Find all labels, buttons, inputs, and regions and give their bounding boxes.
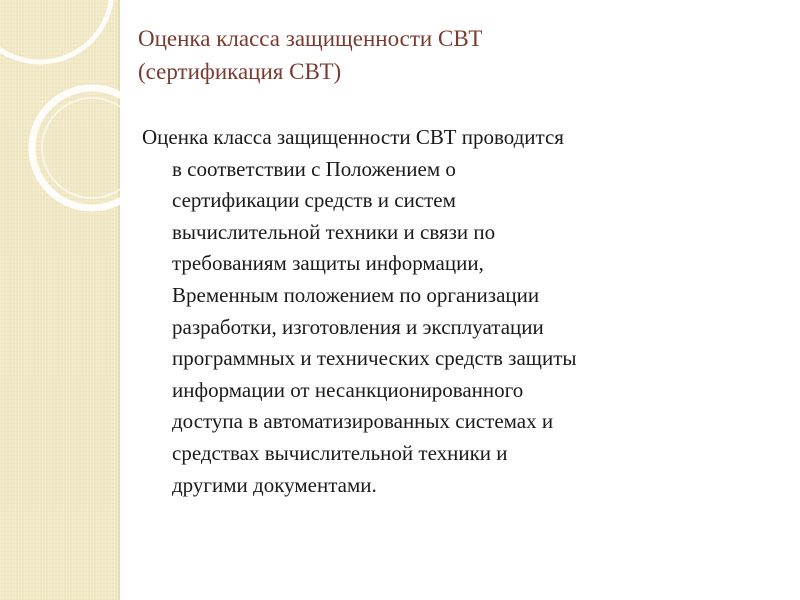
body-line: доступа в автоматизированных системах и bbox=[172, 409, 554, 434]
body-line: разработки, изготовления и эксплуатации bbox=[172, 314, 544, 339]
body-line: программных и технических средств защиты bbox=[172, 346, 577, 371]
side-band-edge bbox=[118, 0, 120, 600]
body-line: средствах вычислительной техники и bbox=[172, 440, 508, 465]
body-line: требованиям защиты информации, bbox=[172, 251, 484, 276]
body-line: в соответствии с Положением о bbox=[172, 156, 456, 181]
body-line: сертификации средств и систем bbox=[172, 188, 456, 213]
body-line: информации от несанкционированного bbox=[172, 377, 524, 402]
body-line: вычислительной техники и связи по bbox=[172, 219, 496, 244]
body-line: Временным положением по организации bbox=[172, 282, 540, 307]
side-band bbox=[0, 0, 118, 600]
slide-title bbox=[138, 22, 778, 88]
body-line: Оценка класса защищенности СВТ проводится bbox=[142, 125, 564, 149]
slide-title-line: (сертификация СВТ) bbox=[138, 59, 342, 84]
body-line: другими документами. bbox=[172, 472, 377, 497]
slide-title-line: Оценка класса защищенности СВТ bbox=[138, 26, 483, 51]
slide-body bbox=[138, 122, 778, 501]
